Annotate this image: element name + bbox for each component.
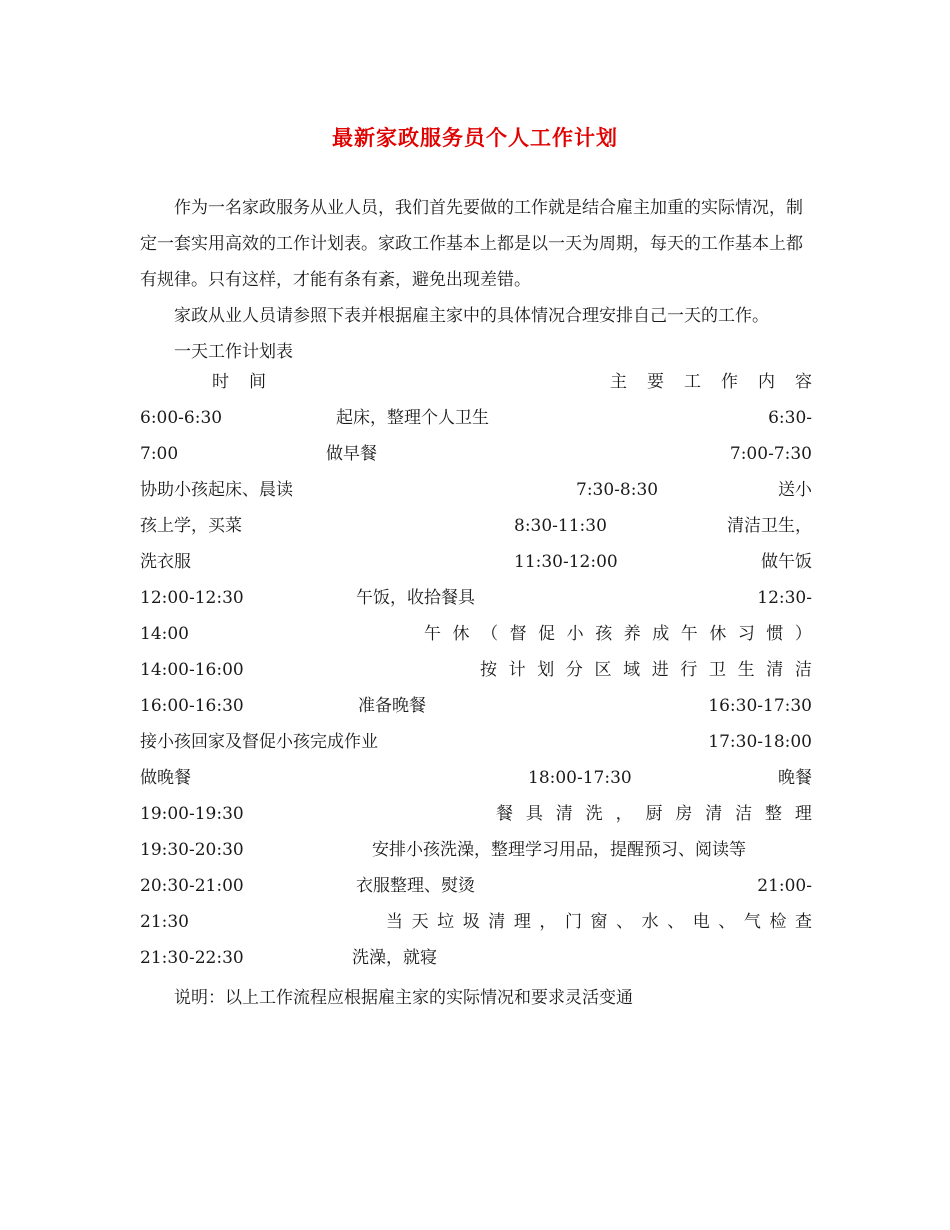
time-range: 11:30-12:00 (514, 552, 618, 572)
time-range: 18:00-17:30 (528, 768, 632, 788)
table-header-row (140, 364, 812, 400)
task-text: 午饭，收拾餐具 (356, 588, 475, 608)
task-text: 协助小孩起床、晨读 (140, 480, 293, 500)
task-text: 做早餐 (326, 444, 377, 464)
time-range: 6:00-6:30 (140, 408, 223, 428)
schedule-line (140, 436, 812, 472)
time-range: 21:30-22:30 (140, 948, 244, 968)
schedule-line (140, 904, 812, 940)
task-text: 当 天 垃 圾 清 理 ， 门 窗 、 水 、 电 、 气 检 查 (386, 912, 812, 932)
task-text: 按 计 划 分 区 域 进 行 卫 生 清 洁 (480, 660, 812, 680)
task-text: 洗澡，就寝 (352, 948, 437, 968)
time-range: 7:00 (140, 444, 179, 464)
task-text: 清洁卫生， (727, 516, 812, 536)
schedule-line (140, 688, 812, 724)
task-text: 做晚餐 (140, 768, 191, 788)
time-range: 12:30- (757, 588, 812, 608)
task-text: 晚餐 (778, 768, 812, 788)
time-range: 20:30-21:00 (140, 876, 244, 896)
time-range: 12:00-12:30 (140, 588, 244, 608)
task-text: 衣服整理、熨烫 (356, 876, 475, 896)
time-range: 21:30 (140, 912, 189, 932)
time-range: 6:30- (768, 408, 812, 428)
task-text: 安排小孩洗澡，整理学习用品，提醒预习、阅读等 (372, 840, 746, 860)
note-paragraph: 说明：以上工作流程应根据雇主家的实际情况和要求灵活变通 (174, 988, 633, 1008)
time-range: 7:00-7:30 (729, 444, 812, 464)
task-text: 洗衣服 (140, 552, 191, 572)
schedule-line (140, 940, 812, 976)
task-text: 孩上学，买菜 (140, 516, 242, 536)
task-text: 餐 具 清 洗 ， 厨 房 清 洁 整 理 (496, 804, 812, 824)
header-content: 主 要 工 作 内 容 (610, 372, 812, 392)
task-text: 起床，整理个人卫生 (336, 408, 489, 428)
time-range: 19:30-20:30 (140, 840, 244, 860)
time-range: 19:00-19:30 (140, 804, 244, 824)
time-range: 16:30-17:30 (708, 696, 812, 716)
schedule-line (140, 580, 812, 616)
schedule-line (140, 832, 812, 868)
document-title: 最新家政服务员个人工作计划 (332, 125, 618, 150)
table-title: 一天工作计划表 (174, 342, 293, 362)
schedule-line (140, 796, 812, 832)
schedule-line (140, 868, 812, 904)
intro-paragraph: 作为一名家政服务从业人员，我们首先要做的工作就是结合雇主加重的实际情况，制定一套实用高效的工作计划表。家政工作基本上都是以一天为周期，每天的工作基本上都有规律。只有这样，才能有条有紊，避免出现差错。 (140, 198, 803, 290)
schedule-line (140, 724, 812, 760)
header-time: 时 间 (212, 372, 266, 392)
time-range: 7:30-8:30 (576, 480, 659, 500)
task-text: 接小孩回家及督促小孩完成作业 (140, 732, 378, 752)
schedule-line (140, 400, 812, 436)
schedule-line (140, 652, 812, 688)
schedule-line (140, 616, 812, 652)
schedule-line (140, 508, 812, 544)
time-range: 17:30-18:00 (708, 732, 812, 752)
task-text: 做午饭 (761, 552, 812, 572)
schedule-line (140, 760, 812, 796)
task-text: 送小 (778, 480, 812, 500)
time-range: 14:00 (140, 624, 189, 644)
task-text: 午 休 （ 督 促 小 孩 养 成 午 休 习 惯 ） (424, 624, 812, 644)
schedule-line (140, 472, 812, 508)
time-range: 21:00- (757, 876, 812, 896)
time-range: 8:30-11:30 (514, 516, 607, 536)
time-range: 14:00-16:00 (140, 660, 244, 680)
instruction-paragraph: 家政从业人员请参照下表并根据雇主家中的具体情况合理安排自己一天的工作。 (174, 306, 769, 326)
schedule-line (140, 544, 812, 580)
time-range: 16:00-16:30 (140, 696, 244, 716)
task-text: 准备晚餐 (358, 696, 426, 716)
